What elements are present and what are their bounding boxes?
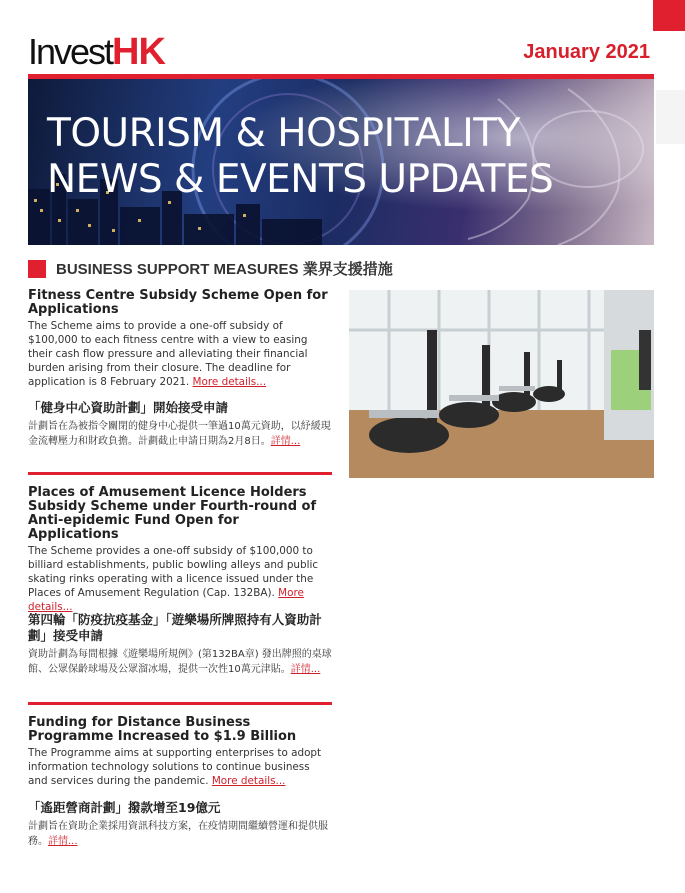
article-distance-business: [28, 716, 332, 788]
zh-details-link[interactable]: 詳情...: [290, 664, 321, 675]
issue-date: January 2021: [523, 41, 650, 63]
more-details-link[interactable]: More details...: [28, 587, 304, 613]
article-places-of-amusement: [28, 486, 332, 614]
article-body: [28, 319, 332, 389]
article-body-text: The Scheme aims to provide a one-off subsidy of $100,000 to each fitness centre with a view to easing their cash flow pressure and alleviating their financial burden arising from their closure. The deadline for application is 8 February 2021.: [28, 320, 308, 388]
article-title: Fitness Centre Subsidy Scheme Open for Applications: [28, 288, 328, 317]
article-zh-title: 「遙距營商計劃」撥款增至19億元: [28, 800, 221, 815]
section-marker-icon: [28, 260, 46, 278]
logo-hk-text: HK: [112, 31, 165, 73]
article-body: [28, 746, 332, 788]
article-title: Places of Amusement Licence Holders Subsidy Scheme under Fourth-round of Anti-epidemic Fund Open for Applications: [28, 485, 317, 542]
article-zh-title: 第四輪「防疫抗疫基金」「遊樂場所牌照持有人資助計劃」接受申請: [28, 612, 322, 643]
article-body: [28, 544, 332, 614]
article-zh-body: [28, 419, 332, 449]
corner-accent-block: [653, 0, 685, 31]
banner-title: [47, 111, 553, 203]
article-title: Funding for Distance Business Programme Increased to $1.9 Billion: [28, 715, 297, 744]
article-body-text: The Programme aims at supporting enterprises to adopt information technology solutions to continue business and services during the pandemic.: [28, 747, 322, 787]
article-distance-business-zh: [28, 800, 332, 849]
zh-details-link[interactable]: 詳情...: [48, 836, 78, 847]
logo-invest-text: Invest: [28, 31, 113, 72]
gym-elliptical-machines-icon: [349, 290, 654, 478]
article-zh-body-text: 資助計劃為每間根據《遊樂場所規例》(第132BA章) 發出牌照的桌球館、公眾保齡球場及公眾溜冰場，提供一次性10萬元津貼。: [28, 649, 332, 675]
banner-image: [28, 79, 654, 245]
article-divider: [28, 702, 332, 705]
article-fitness-centre-zh: [28, 400, 332, 449]
section-title: BUSINESS SUPPORT MEASURES 業界支援措施: [56, 261, 393, 278]
banner-title-line2: NEWS & EVENTS UPDATES: [47, 157, 554, 202]
article-zh-body-text: 計劃旨在資助企業採用資訊科技方案，在疫情期間繼續營運和提供服務。: [28, 821, 328, 847]
article-zh-body: [28, 819, 332, 849]
article-fitness-centre: [28, 289, 332, 389]
article-divider: [28, 472, 332, 475]
zh-details-link[interactable]: 詳情...: [270, 436, 301, 447]
article-places-of-amusement-zh: [28, 612, 332, 677]
banner-title-line1: TOURISM & HOSPITALITY: [47, 111, 520, 156]
more-details-link[interactable]: More details...: [211, 775, 286, 787]
article-body-text: The Scheme provides a one-off subsidy of $100,000 to billiard establishments, public bowling alleys and public skating rinks operating with a licence issued under the Places of Amusement Regulation (Cap. 132BA).: [28, 545, 319, 599]
gym-photo: [349, 290, 654, 478]
side-tab: [656, 90, 685, 144]
section-heading: [28, 258, 393, 279]
more-details-link[interactable]: More details...: [192, 376, 267, 388]
investhk-logo: [28, 31, 165, 73]
article-zh-body-text: 計劃旨在為被指令關閉的健身中心提供一筆過10萬元資助，以紓緩現金流轉壓力和財政負擔。計劃截止申請日期為2月8日。: [28, 421, 331, 447]
article-zh-title: 「健身中心資助計劃」開始接受申請: [28, 400, 229, 415]
article-zh-body: [28, 647, 332, 677]
